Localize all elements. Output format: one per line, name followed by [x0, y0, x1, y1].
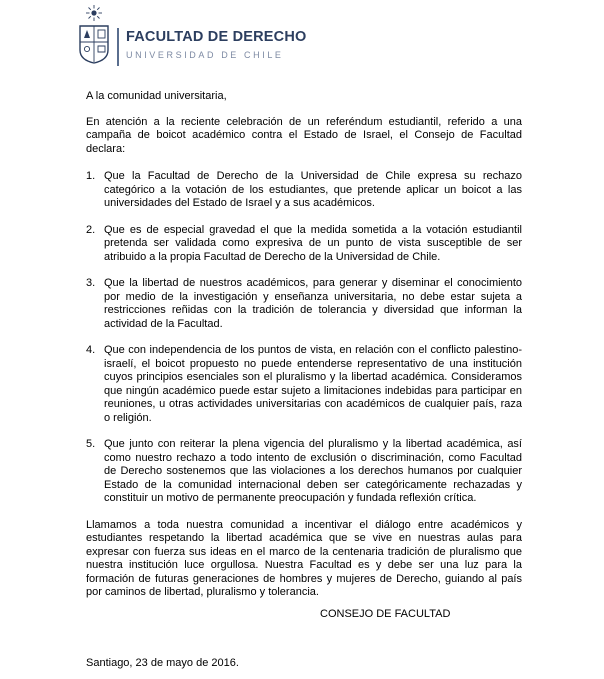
faculty-logo — [72, 4, 307, 70]
item-number: 5. — [86, 438, 96, 450]
signature: CONSEJO DE FACULTAD — [320, 608, 451, 620]
declaration-item — [86, 170, 522, 211]
university-seal-icon — [76, 4, 112, 64]
dateline: Santiago, 23 de mayo de 2016. — [86, 657, 239, 669]
item-text: Que la Facultad de Derecho de la Universidad de Chile expresa su rechazo categórico a la votación de los estudiantes, que pretende aplicar un boicot a las universidades del Estado de Israel y a sus académicos. — [104, 170, 522, 209]
declaration-item — [86, 224, 522, 265]
declaration-item — [86, 438, 522, 506]
logo-subtitle: UNIVERSIDAD DE CHILE — [126, 50, 284, 60]
item-text: Que con independencia de los puntos de vista, en relación con el conflicto palestino-israelí, el boicot propuesto no puede entenderse representativo de una institución cuyos principios esenciales son el pluralismo y la libertad académica. Consideramos que ningún académico puede estar sujeto a limitaciones indebidas para participar en reuniones, u otras actividades universitarias con académicos de cualquier país, raza o religión. — [104, 344, 522, 424]
declaration-item — [86, 344, 522, 425]
declaration-item — [86, 277, 522, 331]
logo-divider — [117, 28, 119, 66]
item-text: Que la libertad de nuestros académicos, para generar y diseminar el conocimiento por medio de la investigación y enseñanza universitaria, no debe estar sujeta a restricciones reñidas con la tradición de tolerancia y diversidad que informan la actividad de la Facultad. — [104, 277, 522, 330]
item-number: 3. — [86, 277, 96, 289]
item-text: Que junto con reiterar la plena vigencia del pluralismo y la libertad académica, así como nuestro rechazo a todo intento de exclusión o discriminación, como Facultad de Derecho sostenemos que las violaciones a los derechos humanos por cualquier Estado de la comunidad internacional deben ser categóricamente rechazadas y constituir un motivo de permanente preocupación y fundada reflexión crítica. — [104, 438, 522, 504]
declaration-list — [86, 170, 522, 506]
intro-paragraph: En atención a la reciente celebración de un referéndum estudiantil, referido a una campaña de boicot académico contra el Estado de Israel, el Consejo de Facultad declara: — [86, 115, 522, 155]
item-number: 4. — [86, 344, 96, 356]
item-number: 1. — [86, 170, 96, 182]
letter-body — [86, 90, 522, 600]
item-text: Que es de especial gravedad el que la medida sometida a la votación estudiantil pretenda ser validada como expresiva de un punto de vista susceptible de ser atribuido a la propia Facultad de Derecho de la Universidad de Chile. — [104, 223, 522, 263]
logo-title: FACULTAD DE DERECHO — [126, 29, 307, 45]
item-number: 2. — [86, 223, 96, 236]
greeting: A la comunidad universitaria, — [86, 90, 227, 102]
closing-paragraph: Llamamos a toda nuestra comunidad a incentivar el diálogo entre académicos y estudiantes respetando la libertad académica que se vive en nuestras aulas para expresar con fuerza sus ideas en el marco de la centenaria tradición de pluralismo que nuestra institución luce orgullosa. Nuestra Facultad es y debe ser una luz para la formación de futuras generaciones de hombres y mujeres de Derecho, guiando al país por caminos de libertad, pluralismo y tolerancia. — [86, 518, 522, 598]
